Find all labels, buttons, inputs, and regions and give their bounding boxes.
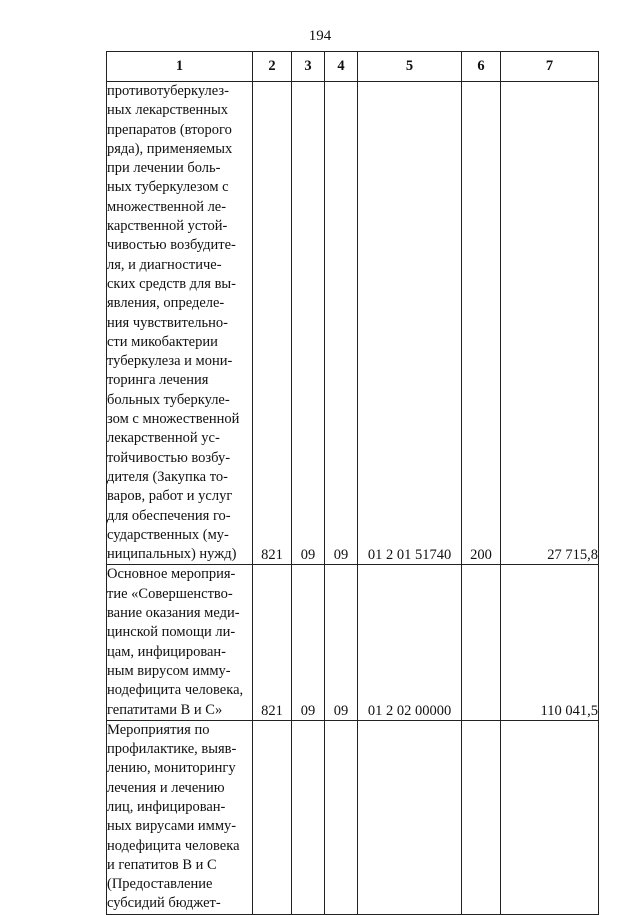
section-code [292,720,325,914]
ministry-code [253,720,292,914]
target-article-code [358,720,462,914]
column-header: 7 [501,52,599,82]
row-description: противотуберкулез- ных лекарственных препаратов (второго ряда), применяемых при лечении боль- ных туберкулезом с множественной ле- карственной устой- чивостью возбудите- ля, и диагностиче- ских средств для вы- явления, определе- ния чувствительно- сти микобактерии туберкулеза и мони- торинга лечения больных туберкуле- зом с множественной лекарственной ус- тойчивостью возбу- дителя (Закупка то- варов, работ и услуг для обеспечения го- сударственных (му- ниципальных) нужд) [107,82,253,565]
ministry-code: 821 [253,82,292,565]
row-description: Мероприятия по профилактике, выяв- лению, мониторингу лечения и лечению лиц, инфицирован- ных вирусами имму- нодефицита человека и гепатитов В и С (Предоставление субсидий бюджет- [107,720,253,914]
column-header: 2 [253,52,292,82]
expense-type-code [462,720,501,914]
amount-value: 27 715,8 [501,82,599,565]
column-header: 3 [292,52,325,82]
column-header: 6 [462,52,501,82]
target-article-code: 01 2 01 51740 [358,82,462,565]
subsection-code: 09 [325,565,358,720]
table-header-row [107,52,599,82]
column-header: 5 [358,52,462,82]
subsection-code [325,720,358,914]
budget-table [106,51,599,915]
table-row [107,82,599,565]
ministry-code: 821 [253,565,292,720]
amount-value: 110 041,5 [501,565,599,720]
table-row [107,720,599,914]
subsection-code: 09 [325,82,358,565]
expense-type-code [462,565,501,720]
target-article-code: 01 2 02 00000 [358,565,462,720]
expense-type-code: 200 [462,82,501,565]
page-number: 194 [308,28,332,44]
row-description: Основное мероприя- тие «Совершенство- вание оказания меди- цинской помощи ли- цам, инфицирован- ным вирусом имму- нодефицита человека, гепатитами В и С» [107,565,253,720]
column-header: 4 [325,52,358,82]
column-header: 1 [107,52,253,82]
amount-value [501,720,599,914]
table-row [107,565,599,720]
section-code: 09 [292,565,325,720]
section-code: 09 [292,82,325,565]
